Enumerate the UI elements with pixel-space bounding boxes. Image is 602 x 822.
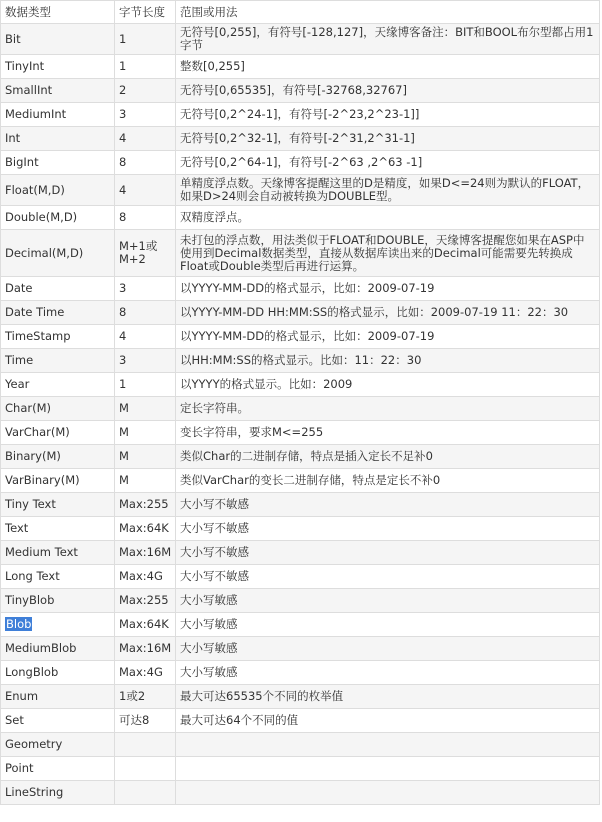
size-cell: 8 [115, 301, 176, 325]
size-cell: M+1或M+2 [115, 230, 176, 277]
size-cell: 1 [115, 373, 176, 397]
size-cell: Max:4G [115, 565, 176, 589]
size-cell: M [115, 421, 176, 445]
size-cell: 1 [115, 55, 176, 79]
desc-cell: 大小写不敏感 [176, 565, 600, 589]
desc-cell: 以YYYY的格式显示。比如：2009 [176, 373, 600, 397]
desc-cell: 大小写不敏感 [176, 493, 600, 517]
table-row [1, 709, 600, 733]
table-row [1, 445, 600, 469]
size-cell [115, 781, 176, 805]
table-row [1, 397, 600, 421]
desc-cell: 无符号[0,2^64-1]，有符号[-2^63 ,2^63 -1] [176, 151, 600, 175]
header-type: 数据类型 [1, 1, 115, 24]
desc-cell [176, 781, 600, 805]
size-cell: 8 [115, 206, 176, 230]
table-row [1, 151, 600, 175]
header-row [1, 1, 600, 24]
type-cell: VarChar(M) [1, 421, 115, 445]
size-cell: 4 [115, 127, 176, 151]
type-cell: Point [1, 757, 115, 781]
type-cell: Float(M,D) [1, 175, 115, 206]
desc-cell: 最大可达65535个不同的枚举值 [176, 685, 600, 709]
size-cell: 4 [115, 175, 176, 206]
table-row [1, 79, 600, 103]
type-cell: TimeStamp [1, 325, 115, 349]
table-row [1, 325, 600, 349]
type-cell: MediumInt [1, 103, 115, 127]
size-cell: Max:4G [115, 661, 176, 685]
table-row [1, 24, 600, 55]
size-cell: M [115, 469, 176, 493]
desc-cell: 整数[0,255] [176, 55, 600, 79]
size-cell: 3 [115, 277, 176, 301]
desc-cell: 单精度浮点数。天缘博客提醒这里的D是精度，如果D<=24则为默认的FLOAT，如果D>24则会自动被转换为DOUBLE型。 [176, 175, 600, 206]
size-cell: Max:255 [115, 589, 176, 613]
desc-cell: 类似Char的二进制存储，特点是插入定长不足补0 [176, 445, 600, 469]
type-cell: Long Text [1, 565, 115, 589]
table-row [1, 469, 600, 493]
table-row [1, 661, 600, 685]
type-cell: Tiny Text [1, 493, 115, 517]
size-cell: 4 [115, 325, 176, 349]
table-row [1, 301, 600, 325]
type-cell: Medium Text [1, 541, 115, 565]
type-cell: LineString [1, 781, 115, 805]
table-row [1, 685, 600, 709]
type-cell: Int [1, 127, 115, 151]
desc-cell: 无符号[0,2^32-1]，有符号[-2^31,2^31-1] [176, 127, 600, 151]
type-cell: Time [1, 349, 115, 373]
header-usage: 范围或用法 [176, 1, 600, 24]
type-cell: Double(M,D) [1, 206, 115, 230]
desc-cell: 双精度浮点。 [176, 206, 600, 230]
type-cell: Char(M) [1, 397, 115, 421]
type-cell [1, 613, 115, 637]
size-cell: Max:16M [115, 637, 176, 661]
desc-cell: 以YYYY-MM-DD的格式显示，比如：2009-07-19 [176, 277, 600, 301]
desc-cell: 类似VarChar的变长二进制存储，特点是定长不补0 [176, 469, 600, 493]
table-row [1, 206, 600, 230]
table-row [1, 493, 600, 517]
type-cell: Date Time [1, 301, 115, 325]
type-cell: LongBlob [1, 661, 115, 685]
type-cell: Year [1, 373, 115, 397]
table-row [1, 517, 600, 541]
table-row [1, 589, 600, 613]
desc-cell: 无符号[0,255]，有符号[-128,127]，天缘博客备注：BIT和BOOL布尔型都占用1字节 [176, 24, 600, 55]
desc-cell: 大小写敏感 [176, 589, 600, 613]
table-row [1, 127, 600, 151]
table-row [1, 230, 600, 277]
desc-cell: 大小写敏感 [176, 637, 600, 661]
type-cell: Enum [1, 685, 115, 709]
desc-cell [176, 757, 600, 781]
desc-cell: 定长字符串。 [176, 397, 600, 421]
size-cell: 2 [115, 79, 176, 103]
type-cell: TinyInt [1, 55, 115, 79]
table-row [1, 541, 600, 565]
desc-cell: 变长字符串，要求M<=255 [176, 421, 600, 445]
size-cell: 8 [115, 151, 176, 175]
desc-cell: 无符号[0,65535]，有符号[-32768,32767] [176, 79, 600, 103]
table-row [1, 103, 600, 127]
size-cell: 1或2 [115, 685, 176, 709]
type-cell: VarBinary(M) [1, 469, 115, 493]
desc-cell: 以YYYY-MM-DD HH:MM:SS的格式显示，比如：2009-07-19 11：22：30 [176, 301, 600, 325]
size-cell: 3 [115, 103, 176, 127]
desc-cell: 无符号[0,2^24-1]，有符号[-2^23,2^23-1]] [176, 103, 600, 127]
type-cell: Bit [1, 24, 115, 55]
desc-cell [176, 733, 600, 757]
desc-cell: 大小写不敏感 [176, 541, 600, 565]
size-cell: Max:255 [115, 493, 176, 517]
type-cell: Text [1, 517, 115, 541]
size-cell [115, 733, 176, 757]
desc-cell: 以HH:MM:SS的格式显示。比如：11：22：30 [176, 349, 600, 373]
table-row [1, 781, 600, 805]
type-cell: Decimal(M,D) [1, 230, 115, 277]
header-size: 字节长度 [115, 1, 176, 24]
table-row [1, 55, 600, 79]
selected-text[interactable]: Blob [6, 617, 32, 631]
type-cell: BigInt [1, 151, 115, 175]
type-cell: Date [1, 277, 115, 301]
size-cell: Max:16M [115, 541, 176, 565]
size-cell: Max:64K [115, 517, 176, 541]
table-row [1, 175, 600, 206]
table-row [1, 613, 600, 637]
desc-cell: 以YYYY-MM-DD的格式显示，比如：2009-07-19 [176, 325, 600, 349]
desc-cell: 大小写敏感 [176, 613, 600, 637]
table-row [1, 565, 600, 589]
table-row [1, 637, 600, 661]
table-row [1, 757, 600, 781]
type-cell: MediumBlob [1, 637, 115, 661]
size-cell: 3 [115, 349, 176, 373]
desc-cell: 大小写不敏感 [176, 517, 600, 541]
table-row [1, 421, 600, 445]
type-cell: Binary(M) [1, 445, 115, 469]
type-cell: Set [1, 709, 115, 733]
table-row [1, 733, 600, 757]
size-cell: 可达8 [115, 709, 176, 733]
size-cell: M [115, 397, 176, 421]
type-cell: TinyBlob [1, 589, 115, 613]
type-cell: SmallInt [1, 79, 115, 103]
desc-cell: 大小写敏感 [176, 661, 600, 685]
desc-cell: 未打包的浮点数，用法类似于FLOAT和DOUBLE，天缘博客提醒您如果在ASP中使用到Decimal数据类型，直接从数据库读出来的Decimal可能需要先转换成Float或Double类型后再进行运算。 [176, 230, 600, 277]
size-cell: 1 [115, 24, 176, 55]
desc-cell: 最大可达64个不同的值 [176, 709, 600, 733]
table-row [1, 277, 600, 301]
type-cell: Geometry [1, 733, 115, 757]
size-cell: Max:64K [115, 613, 176, 637]
size-cell: M [115, 445, 176, 469]
table-row [1, 373, 600, 397]
table-row [1, 349, 600, 373]
size-cell [115, 757, 176, 781]
